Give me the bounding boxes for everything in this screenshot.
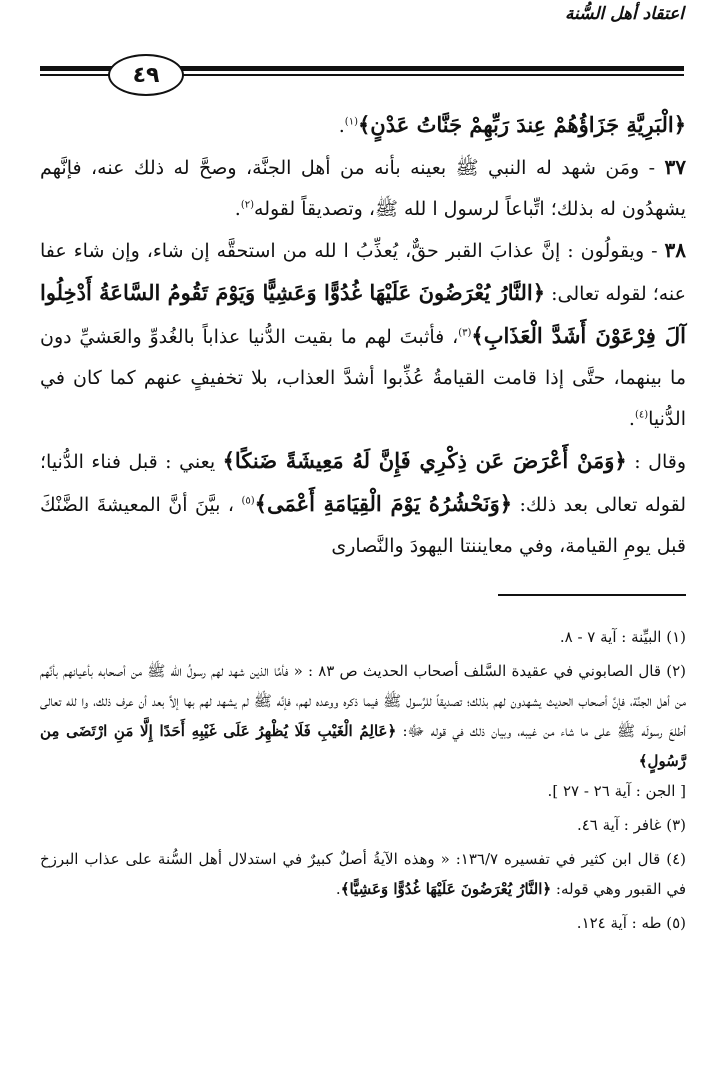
paragraph-text: ، بيَّنَ أنَّ المعيشةَ الضَّنْكَ قبل يومِ القيامة، وفي معايننتا اليهودَ والنَّصارى [40,494,686,557]
quran-verse: ﴿عَالِمُ الْغَيْبِ فَلَا يُظْهِرُ عَلَى غَيْبِهِ أَحَدًا إِلَّا مَنِ ارْتَضَى مِن رَّسُولٍ﴾ [40,722,686,770]
punctuation: . [234,198,241,220]
footnote-4 [40,844,686,904]
running-header-title: اعتقاد أهل السُّنة [564,4,684,24]
paragraph-text: ، فأثبتَ لهم ما بقيت الدُّنيا عذاباً بالغُدوِّ والعَشيِّ دون ما بينهما، حتَّى إذا قامت القيامةُ عُذِّبوا أشدَّ العذاب، بلا تخفيفٍ عنهم كما كان في الدُّنيا [40,326,686,430]
footnote-1: (١) البيِّنة : آية ٧ - ٨. [559,628,686,646]
footnote-separator [498,594,686,596]
paragraph-continuation [40,440,686,567]
footnote-text: (٤) قال ابن كثير في تفسيره ١٣٦/٧: « وهذه الآيةُ أصلٌ كبيرٌ في استدلال أهل السُّنة على عذاب البرزخ في القبور وهي قوله: [40,850,686,898]
quran-verse: ﴿وَمَنْ أَعْرَضَ عَن ذِكْرِي فَإِنَّ لَهُ مَعِيشَةً ضَنكًا﴾ [222,448,627,473]
footnote-ref: (٣) [458,327,472,339]
quran-verse: ﴿وَنَحْشُرُهُ يَوْمَ الْقِيَامَةِ أَعْمَى﴾ [254,491,513,516]
paragraph-number: ٣٨ [664,238,686,262]
main-text [40,104,686,567]
paragraph-verse-continuation [40,104,686,147]
page-number: ٤٩ [132,62,160,88]
footnote-text: (٢) قال الصابوني في عقيدة السَّلف أصحاب الحديث ص ٨٣ : « فأمَّا الذين شهد لهم رسولُ الله ﷺ من أصحابه بأعيانهم بأنَّهم من أهل الجنَّة، فإنَّ أصحاب الحديث يشهدون لهم بذلك؛ تصديقاً للرَّسول ﷺ فيما ذكره ووعده لهم، فإنَّه ﷺ لم يشهد لهم بها إلاَّ بعد أن عرف ذلك، وا لله تعالى أطلعَ رسولَه ﷺ على ما شاء من غيبه، وبيان ذلك في قوله ﷻ: [40,662,687,740]
paragraph-text: وقال : [626,451,686,473]
paragraph-text: - ويقولُون : إنَّ عذابَ القبر حقٌّ، يُعذِّبُ ا لله من استحقَّه إن شاء، وإن شاء عفا عنه؛ لقوله تعالى: [40,240,686,305]
footnote-citation: [ الجن : آية ٢٦ - ٢٧ ]. [547,782,686,800]
punctuation: . [335,880,341,898]
footnote-3: (٣) غافر : آية ٤٦. [576,816,686,834]
paragraph-38 [40,230,686,440]
footnote-ref: (١) [344,116,358,128]
footnote-2 [40,656,686,806]
footnote-ref: (٤) [634,409,649,421]
paragraph-37 [40,147,686,230]
punctuation: . [338,115,345,137]
quran-verse: ﴿النَّارُ يُعْرَضُونَ عَلَيْهَا غُدُوًّا وَعَشِيًّا وَيَوْمَ تَقُومُ السَّاعَةُ أَدْخِلُوا آلَ فِرْعَوْنَ أَشَدَّ الْعَذَابِ﴾ [40,280,687,348]
footnotes [40,622,686,942]
footnote-ref: (٢) [240,199,255,211]
paragraph-number: ٣٧ [664,155,686,179]
quran-verse: ﴿النَّارُ يُعْرَضُونَ عَلَيْهَا غُدُوًّا وَعَشِيًّا﴾ [340,880,552,898]
page-number-badge [108,54,184,96]
footnote-5: (٥) طه : آية ١٢٤. [576,914,686,932]
footnote-ref: (٥) [241,495,255,507]
punctuation: . [628,408,635,430]
paragraph-text: يعني : قبل فناء الدُّنيا؛ لقوله تعالى بعد ذلك: [40,451,686,516]
paragraph-text: - ومَن شهد له النبي ﷺ بعينه بأنه من أهل الجنَّة، وصحَّ له ذلك عنه، فإنَّهم يشهدُون له بذلك؛ اتِّباعاً لرسول ا لله ﷺ، وتصديقاً لقوله [40,157,686,220]
quran-verse: ﴿الْبَرِيَّةِ جَزَاؤُهُمْ عِندَ رَبِّهِمْ جَنَّاتُ عَدْنٍ﴾ [357,112,686,137]
